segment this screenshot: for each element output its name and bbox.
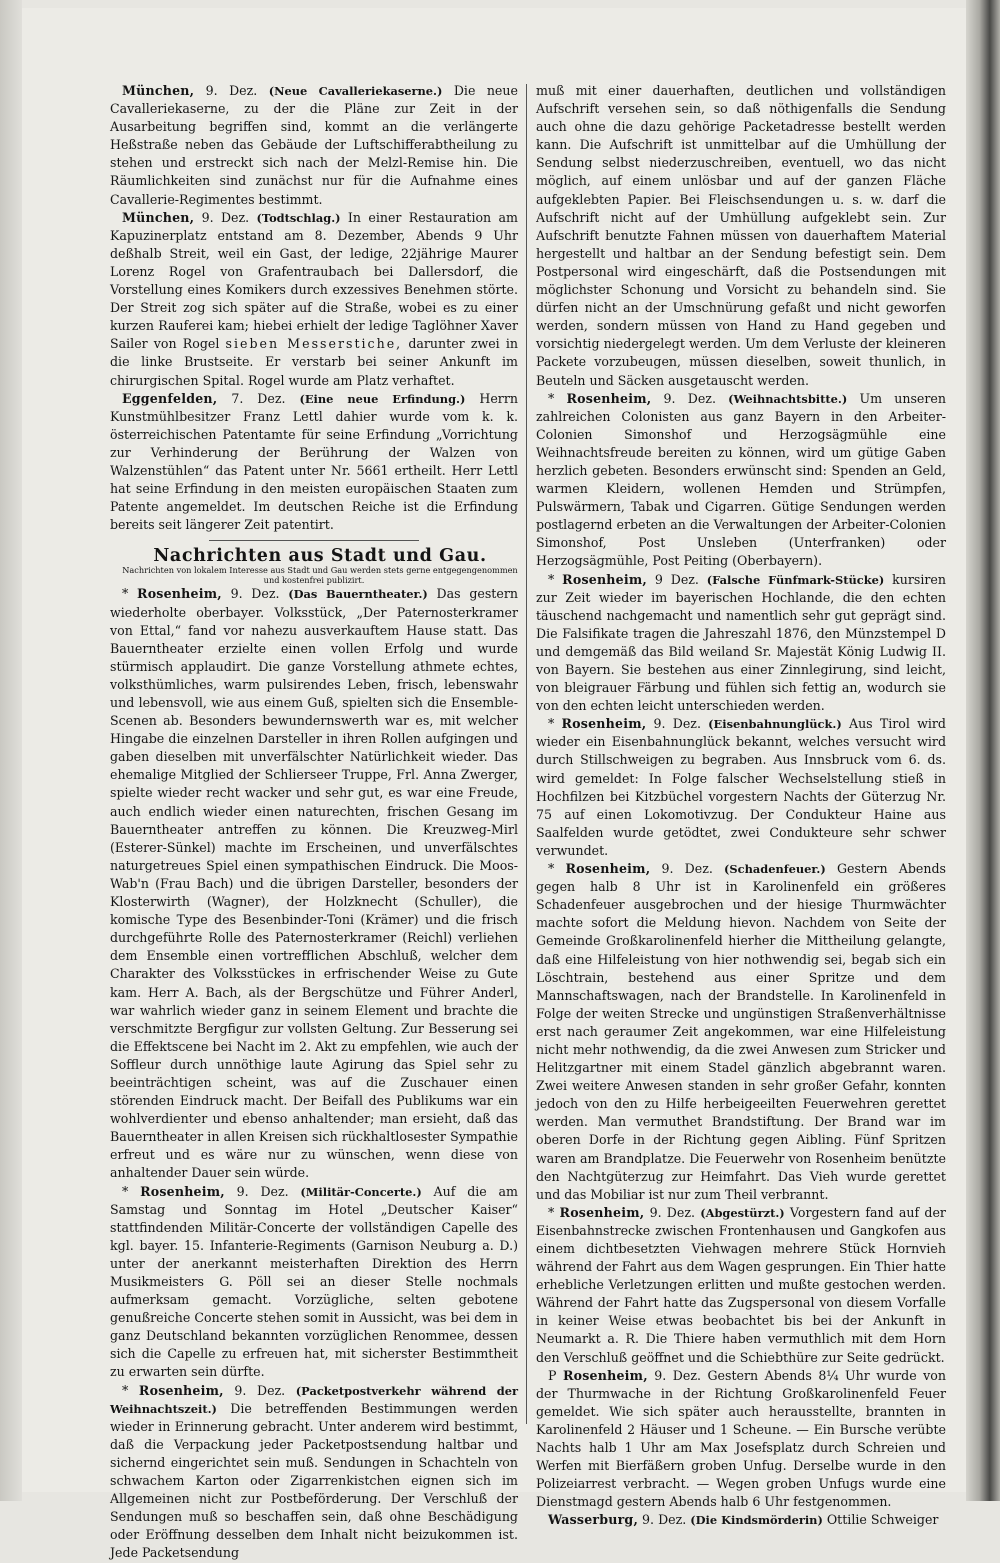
article-weihnachtsbitte — [536, 390, 946, 571]
article-marker: * — [548, 390, 555, 406]
article-rubric: (Eine neue Erfindung.) — [299, 391, 466, 406]
article-date: 9. Dez. — [649, 1204, 695, 1220]
article-rubric: (Das Bauerntheater.) — [288, 587, 428, 602]
article-eggenfelden — [110, 390, 518, 535]
article-text: kursiren zur Zeit wieder im bayerischen Hochlande, die den echten täuschend nachgemacht und namentlich sehr gut geprägt sind. Die Falsifikate tragen die Jahreszahl 1876, den Münzstempel D und demgemäß das Bild weiland Sr. Majestät König Ludwig II. von Bayern. Sie bestehen aus einer Zinnlegirung, sind leicht, von bleigrauer Färbung und fühlen sich fettig an, wodurch sie von den echten leicht unterschieden werden. — [536, 571, 946, 714]
article-wasserburg — [536, 1511, 946, 1529]
article-marker: * — [548, 1204, 555, 1220]
article-marker: * — [548, 571, 555, 587]
article-muenchen-kaserne — [110, 82, 518, 209]
article-text: Gestern Abends 8¼ Uhr wurde von der Thurmwache in der Richtung Großkarolinenfeld Feuer gemeldet. Wie sich später auch herausstellte, brannten in Karolinenfeld 2 Häuser und 1 Scheune. — Ein Bursche verübte Nachts halb 1 Uhr am Max Josefsplatz durch Schreien und Werfen mit Bierfäßern groben Unfug. Derselbe wurde in den Polizeiarrest verbracht. — Wegen groben Unfugs wurde eine Dienstmagd gestern Abends halb 6 Uhr festgenommen. — [536, 1367, 946, 1510]
article-date: 9. Dez. — [654, 1367, 701, 1383]
article-rubric: (Falsche Fünfmark-Stücke) — [706, 572, 885, 587]
article-date: 9. Dez. — [205, 83, 258, 98]
article-packetpost — [110, 1382, 518, 1563]
section-title: Nachrichten aus Stadt und Gau. — [153, 546, 487, 567]
article-rubric: (Schadenfeuer.) — [724, 862, 826, 877]
article-emphasis: sieben Messerstiche, — [225, 336, 403, 352]
article-place: Rosenheim, — [559, 1204, 645, 1220]
article-bauerntheater — [110, 585, 518, 1182]
article-marker: * — [122, 1382, 129, 1398]
article-falschgeld — [536, 571, 946, 716]
article-date: 9. Dez. — [642, 1512, 687, 1528]
article-rubric: (Todtschlag.) — [256, 210, 341, 225]
article-place: München, — [122, 209, 195, 225]
article-place: Rosenheim, — [561, 716, 647, 732]
article-place: Rosenheim, — [137, 586, 222, 602]
article-text: Das gestern wiederholte oberbayer. Volksstück, „Der Paternosterkramer von Ettal,“ fand vor nahezu ausverkauftem Hause statt. Das Bauerntheater erzielte einen vollen Erfolg und wurde stürmisch applaudirt. Die ganze Vorstellung athmete echtes, volksthümliches, warm pulsirendes Leben, frisch, lebenswahr und lebensvoll, wie aus einem Guß, spielten sich die Ensemble-Scenen ab. Besonders bewundernswerth war es, mit welcher Hingabe die einzelnen Darsteller in ihren Rollen aufgingen und gaben dieselben mit unverfälschter Natürlichkeit wieder. Das ehemalige Mitglied der Schlierseer Truppe, Frl. Anna Zwerger, spielte wieder recht wacker und sehr gut, es war eine Freude, auch endlich wieder einen naturechten, frischen Gesang im Bauerntheater antreffen zu können. Die Kreuzweg-Mirl (Esterer-Sünkel) machte im Erscheinen, und unverfälschtes naturgetreues Spiel einen sympathischen Eindruck. Die Moos-Wab'n (Frau Bach) und die übrigen Darsteller, besonders der Klosterwirth (Wagner), der Holzknecht (Schuller), die komische Type des Besenbinder-Toni (Krämer) und die frisch durchgeführte Rolle des Paternosterkramer (Reichl) verliehen dem Ensemble einen vortrefflichen Abschluß, welcher dem Charakter des Volksstückes in erfrischender Weise zu Gute kam. Herr A. Bach, als der Bergschütze und Führer Anderl, war wahrlich wieder ganz in seinem Element und brachte die verschmitzte Bergfigur zur vollsten Geltung. Zur Besserung sei die Effektscene bei Nacht im 2. Akt zu empfehlen, wie auch der Soffleur durch unnöthige laute Agirung das Spiel sehr zu beeinträchtigen scheint, was auf die Zuschauer einen störenden Eindruck macht. Der Beifall des Publikums war ein wohlverdienter und ebenso anhaltender; man ersieht, daß das Bauerntheater in allen Kreisen sich rückhaltlosester Sympathie erfreut und es wäre nur zu wünschen, wenn diese von anhaltender Dauer sein würde. — [110, 586, 518, 1181]
article-abgestuerzt — [536, 1204, 946, 1367]
article-schadenfeuer — [536, 860, 946, 1204]
article-date: 9. Dez. — [663, 390, 716, 406]
section-separator — [209, 540, 419, 541]
article-rubric: (Abgestürzt.) — [700, 1205, 785, 1220]
article-marker: P — [548, 1367, 557, 1383]
article-text-continued: darunter zwei in die linke Brustseite. Er verstarb bei seiner Ankunft im chirurgischen Spital. Rogel wurde am Platz verhaftet. — [110, 336, 518, 388]
left-column — [110, 82, 518, 1563]
column-rule — [526, 84, 527, 1424]
article-text: Auf die am Samstag und Sonntag im Hotel „Deutscher Kaiser“ stattfindenden Militär-Concerte der vollständigen Capelle des kgl. bayer. 15. Infanterie-Regiments (Garnison Neuburg a. D.) unter der anerkannt meisterhaften Direktion des Herrn Musikmeisters G. Pöll sei an dieser Stelle nochmals aufmerksam gemacht. Vorzügliche, selten gebotene genußreiche Concerte stehen somit in Aussicht, was bei dem in ganz Deutschland bekannten vorzüglichen Renommee, dessen sich die Capelle zu erfreuen hat, mit sicherster Bestimmtheit zu erwarten sein dürfte. — [110, 1183, 518, 1380]
article-rubric: (Weihnachtsbitte.) — [728, 391, 848, 406]
article-place: Rosenheim, — [138, 1382, 224, 1398]
article-date: 7. Dez. — [231, 390, 286, 406]
article-place: Rosenheim, — [566, 390, 652, 406]
article-text: Ottilie Schweiger — [826, 1512, 939, 1528]
article-text: Aus Tirol wird wieder ein Eisenbahnunglück bekannt, welches versucht wird durch Stillschweigen zu begraben. Aus Innsbruck vom 6. ds. wird gemeldet: In Folge falscher Wechselstellung stieß in Hochfilzen bei Kitzbüchel vorgestern Nachts der Güterzug Nr. 75 auf einen Lokomotivzug. Der Condukteur Haine aus Saalfelden wurde getödtet, zwei Condukteure sehr schwer verwundet. — [536, 716, 946, 858]
article-packetpost-continued: muß mit einer dauerhaften, deutlichen und vollständigen Aufschrift versehen sein, so daß nöthigenfalls die Sendung auch ohne die dazu gehörige Packetadresse bestellt werden kann. Die Aufschrift ist unmittelbar auf die Umhüllung der Sendung selbst niederzuschreiben, eventuell, wo das nicht möglich, auf einem unlösbar und auf der ganzen Fläche aufgeklebten Papier. Bei Fleischsendungen u. s. w. darf die Aufschrift nicht auf der Umhüllung aufgeklebt sein. Zur Aufschrift benutzte Fahnen müssen von dauerhaftem Material hergestellt und haltbar an der Sendung befestigt sein. Dem Postpersonal wird eingeschärft, daß die Postsendungen mit möglichster Schonung und Vorsicht zu behandeln sind. Sie dürfen nicht an der Umschnürung gefaßt und nicht geworfen werden, sondern müssen von Hand zu Hand gegeben und vorsichtig niedergelegt werden. Um dem Verluste der kleineren Packete vorzubeugen, müssen dieselben, soweit thunlich, in Beuteln und Säcken ausgetauscht werden. — [536, 83, 946, 388]
article-text: Um unseren zahlreichen Colonisten aus ganz Bayern in den Arbeiter-Colonien Simonshof und Herzogsägmühle eine Weihnachtsfreude bereiten zu können, wird um gütige Gaben herzlich gebeten. Besonders erwünscht sind: Spenden an Geld, warmen Kleidern, wollenen Hemden und Strümpfen, Pulswärmern, Tabak und Cigarren. Gütige Sendungen werden postlagernd erbeten an die Verwaltungen der Arbeiter-Colonien Simonshof, Post Unsleben (Unterfranken) oder Herzogsägmühle, Post Peiting (Oberbayern). — [536, 390, 946, 569]
article-place: Rosenheim, — [562, 1367, 648, 1383]
section-note: Nachrichten von lokalem Interesse aus Stadt und Gau werden stets gerne entgegengenommen und kostenfrei publizirt. — [122, 565, 518, 586]
article-muenchen-todtschlag — [110, 209, 518, 390]
article-eisenbahnunglueck — [536, 715, 946, 860]
article-place: Eggenfelden, — [122, 390, 218, 406]
article-marker: * — [548, 716, 555, 732]
article-rubric: (Eisenbahnunglück.) — [708, 717, 842, 732]
article-date: 9. Dez. — [236, 1183, 289, 1199]
article-place: Rosenheim, — [140, 1183, 225, 1199]
article-place: Rosenheim, — [565, 861, 651, 877]
article-text: Die betreffenden Bestimmungen werden wieder in Erinnerung gebracht. Unter anderem wird bestimmt, daß die Verpackung jeder Packetpostsendung haltbar und sichernd eingerichtet sein muß. Sendungen in Schachteln von schwachem Karton oder Zigarrenkistchen eignen sich im Allgemeinen nicht zur Postbeförderung. Der Verschluß der Sendungen muß so beschaffen sein, daß ohne Beschädigung oder Eröffnung desselben dem Inhalt nicht beizukommen ist. Jede Packetsendung — [110, 1400, 518, 1561]
article-marker: * — [548, 861, 555, 877]
article-date: 9. Dez. — [234, 1382, 286, 1398]
article-text: Herrn Kunstmühlbesitzer Franz Lettl dahier wurde vom k. k. österreichischen Patentamte für seine Erfindung „Vorrichtung zur Verhinderung der Berührung der Walzen von Walzenstühlen“ das Patent unter Nr. 5661 ertheilt. Herr Lettl hat seine Erfindung in den meisten europäischen Staaten zum Patente angemeldet. Im deutschen Reiche ist die Erfindung bereits seit längerer Zeit patentirt. — [110, 390, 518, 533]
article-place: Wasserburg, — [548, 1512, 639, 1528]
article-date: 9. Dez. — [230, 586, 280, 602]
article-date: 9. Dez. — [201, 209, 250, 225]
scan-left-edge — [0, 0, 22, 1501]
article-text: In einer Restauration am Kapuzinerplatz entstand am 8. Dezember, Abends 9 Uhr deßhalb Streit, weil ein Gast, der ledige, 22jährige Maurer Lorenz Rogel von Grafentraubach bei Dallersdorf, die Vorstellung eines Komikers durch exzessives Benehmen störte. Der Streit zog sich später auf die Straße, wobei es zu einer kurzen Rauferei kam; hiebei erhielt der ledige Taglöhner Xaver Sailer von Rogel — [110, 209, 518, 352]
article-text: Gestern Abends gegen halb 8 Uhr ist in Karolinenfeld ein größeres Schadenfeuer ausgebrochen und der hiesige Thurmwächter machte sofort die Meldung hievon. Nachdem von Seite der Gemeinde Großkarolinenfeld hierher die Mittheilung gelangte, daß eine Hilfeleistung von hier nothwendig sei, begab sich ein Löschtrain, bestehend aus einer Spritze und dem Mannschaftswagen, nach der Brandstelle. In Karolinenfeld in Folge der weiten Strecke und ungünstigen Straßenverhältnisse erst nach geraumer Zeit angekommen, war eine Hilfeleistung nicht mehr nothwendig, da die zwei Anwesen zum Stricker und Helitzgartner mit einem Stadel gänzlich abgebrannt waren. Zwei weitere Anwesen standen in sehr großer Gefahr, konnten jedoch von den zu Hilfe herbeigeeilten Feuerwehren gerettet werden. Man vermuthet Brandstiftung. Der Brand war im oberen Dorfe in der Richtung gegen Aibling. Fünf Spritzen waren am Brandplatze. Die Feuerwehr von Rosenheim benützte den Nachtgüterzug zur Heimfahrt. Das Vieh wurde gerettet und das Mobiliar ist nur zum Theil verbrannt. — [536, 861, 946, 1202]
article-rubric: (Neue Cavalleriekaserne.) — [268, 84, 443, 98]
article-militaer-concerte — [110, 1183, 518, 1382]
article-text: Die neue Cavalleriekaserne, zu der die Pläne zur Zeit in der Ausarbeitung begriffen sind, kommt an die verlängerte Heßstraße neben das Gebäude der Luftschifferabtheilung zu stehen und erstreckt sich nach der Melzl-Remise hin. Die Räumlichkeiten sind zunächst nur für die Aufnahme eines Cavallerie-Regimentes bestimmt. — [110, 83, 518, 207]
article-date: 9. Dez. — [653, 716, 701, 732]
article-rubric: (Militär-Concerte.) — [300, 1184, 422, 1199]
article-place: München, — [122, 83, 195, 98]
article-rubric: (Packetpostverkehr während der Weihnachtszeit.) — [110, 1383, 519, 1416]
article-marker: * — [122, 586, 129, 602]
right-column — [536, 82, 946, 1530]
article-place: Rosenheim, — [562, 571, 647, 587]
article-marker: * — [122, 1183, 129, 1199]
article-polizeibericht — [536, 1367, 946, 1512]
book-spine-shadow — [966, 0, 1000, 1501]
article-date: 9 Dez. — [654, 571, 699, 587]
article-text: Vorgestern fand auf der Eisenbahnstrecke zwischen Frontenhausen und Gangkofen aus einem dichtbesetzten Viehwagen mehrere Stück Hornvieh während der Fahrt aus dem Wagen gesprungen. Ein Thier hatte erhebliche Verletzungen erlitten und mußte gestochen werden. Während der Fahrt hatte das Zugspersonal von diesem Vorfalle in keiner Weise etwas beobachtet bis bei der Ankunft in Neumarkt a. R. Die Thiere haben vermuthlich mit dem Horn den Verschluß geöffnet und die Schiebthüre zur Seite gedrückt. — [536, 1204, 946, 1365]
article-date: 9. Dez. — [661, 861, 713, 877]
article-rubric: (Die Kindsmörderin) — [690, 1513, 823, 1528]
